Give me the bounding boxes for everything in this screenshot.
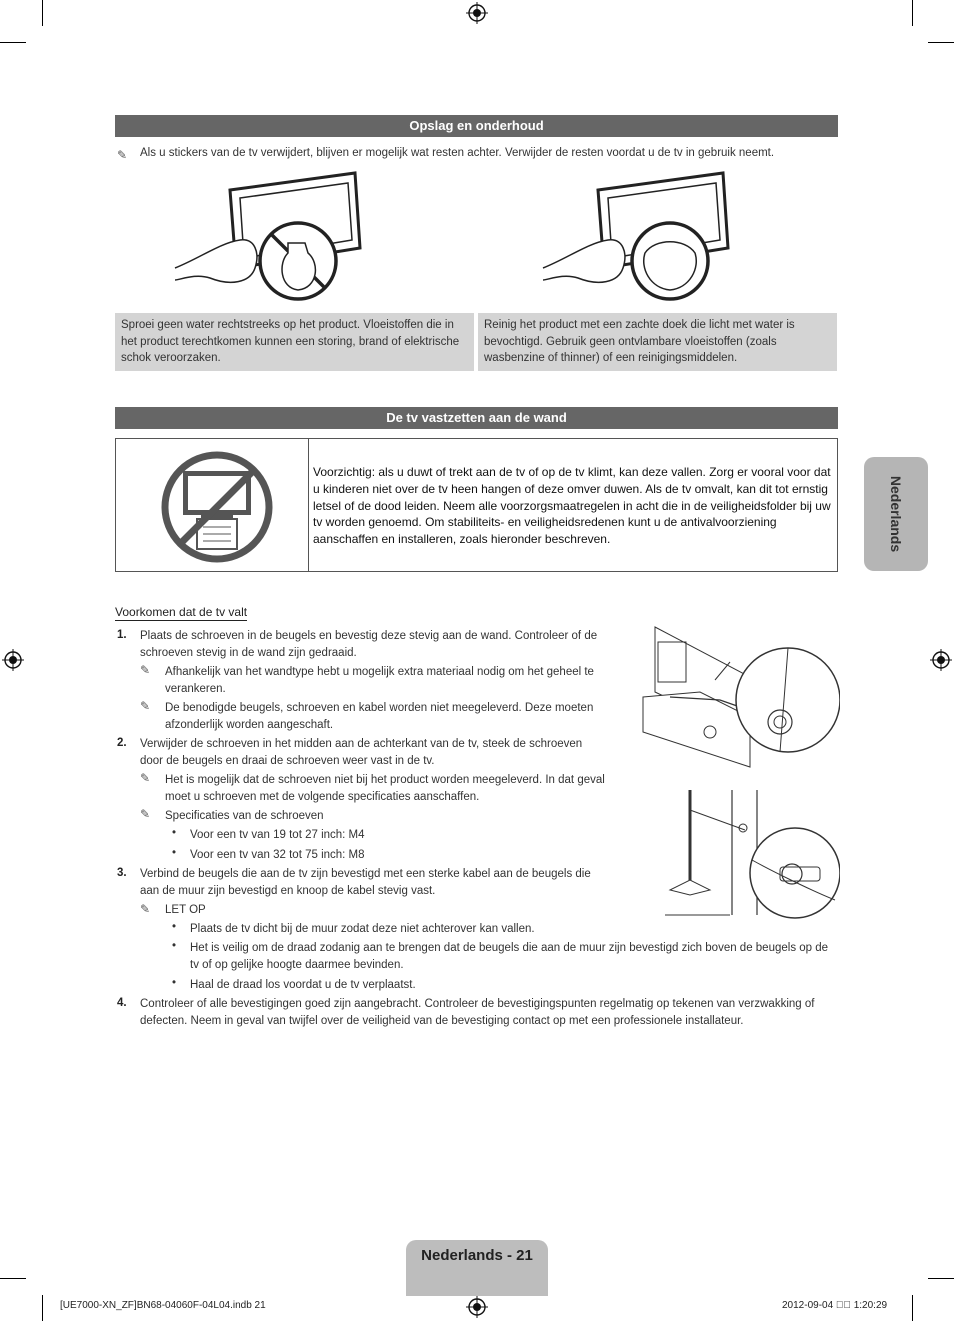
print-info-left: [UE7000-XN_ZF]BN68-04060F-04L04.indb 21: [60, 1300, 266, 1311]
crop-mark: [912, 0, 913, 26]
step-note-title: LET OP: [165, 904, 206, 916]
caution-box: [115, 438, 838, 572]
caption-cloth-cleaning: Reinig het product met een zachte doek die licht met water is bevochtigd. Gebruik geen ontvlambare vloeistoffen (zoals wasbenzine of thinner) of een reinigingsmiddelen.: [478, 313, 837, 371]
footer-page-tab: [406, 1240, 548, 1296]
step-note: Specificaties van de schroeven: [165, 810, 324, 822]
registration-mark-icon: [466, 1296, 488, 1318]
bullet-icon: •: [172, 827, 177, 839]
print-info-right: 2012-09-04    1:20:29: [782, 1300, 888, 1311]
cable-wall-diagram: [660, 785, 840, 920]
caution-text: Voorzichtig: als u duwt of trekt aan de tv of op de tv klimt, kan deze vallen. Zorg er vooral voor dat u kinderen niet over de tv heen hangen of deze omver duwen. Als de tv omvalt, kan dit tot ernstig letsel of de dood leiden. Neem alle voorzorgsmaatregelen in acht die in de veiligheidsfolder bij uw tv worden genoemd. Om stabiliteits- en veiligheidsredenen kunt u de antivalvoorziening aanschaffen en installeren, zoals hieronder beschreven.: [313, 465, 831, 547]
step-note: Afhankelijk van het wandtype hebt u mogelijk extra materiaal nodig om het geheel te verankeren.: [165, 666, 594, 695]
tv-tip-prohibited-icon: [161, 451, 273, 563]
registration-mark-icon: [930, 649, 952, 671]
note-pencil-icon: ✎: [140, 663, 151, 677]
section-title-wall-mount: De tv vastzetten aan de wand: [115, 407, 838, 429]
caution-divider: [308, 439, 309, 571]
note-pencil-icon: ✎: [140, 699, 151, 713]
subheading-prevent-falling: Voorkomen dat de tv valt: [115, 605, 248, 619]
bullet-item: Voor een tv van 19 tot 27 inch: M4: [190, 829, 365, 841]
registration-mark-icon: [466, 2, 488, 24]
note-pencil-icon: ✎: [117, 148, 128, 162]
registration-mark-icon: [2, 649, 24, 671]
note-pencil-icon: ✎: [140, 902, 151, 916]
step-note: De benodigde beugels, schroeven en kabel worden niet meegeleverd. Deze moeten afzonderlijk worden aangeschaft.: [165, 702, 594, 731]
section-title-storage: Opslag en onderhoud: [115, 115, 838, 137]
crop-mark: [0, 42, 26, 43]
caption-spray-warning: Sproei geen water rechtstreeks op het product. Vloeistoffen die in het product terechtkomen kunnen een storing, brand of elektrische schok veroorzaken.: [115, 313, 474, 371]
note-pencil-icon: ✎: [140, 807, 151, 821]
step-text: Verbind de beugels die aan de tv zijn bevestigd met een sterke kabel aan de beugels die aan de muur zijn bevestigd en knoop de kabel stevig vast.: [140, 868, 591, 897]
step-note: Het is mogelijk dat de schroeven niet bij het product worden meegeleverd. In dat geval moet u schroeven met de volgende specificaties aanschaffen.: [165, 774, 605, 803]
language-side-tab: [864, 457, 928, 571]
language-side-tab-label: Nederlands: [888, 475, 904, 553]
step-number: 3.: [117, 867, 127, 879]
step-text: Verwijder de schroeven in het midden aan de achterkant van de tv, steek de schroeven door de beugels en draai de schroeven weer vast in de tv.: [140, 738, 583, 767]
bullet-item: Voor een tv van 32 tot 75 inch: M8: [190, 849, 365, 861]
bullet-item: Het is veilig om de draad zodanig aan te brengen dat de beugels die aan de muur zijn bevestigd zich boven de beugels op de tv of op gelijke hoogte daarmee bevinden.: [190, 942, 829, 971]
step-number: 1.: [117, 629, 127, 641]
step-text: Controleer of alle bevestigingen goed zijn aangebracht. Controleer de bevestigingspunten regelmatig op tekenen van verzwakking of defecten. Neem in geval van twijfel over de veiligheid van de bevestiging contact op met een professionele installateur.: [140, 998, 815, 1027]
crop-mark: [912, 1295, 913, 1321]
bullet-icon: •: [172, 847, 177, 859]
bullet-icon: •: [172, 921, 177, 933]
note-pencil-icon: ✎: [140, 771, 151, 785]
crop-mark: [928, 1278, 954, 1279]
bullet-item: Plaats de tv dicht bij de muur zodat deze niet achterover kan vallen.: [190, 923, 535, 935]
crop-mark: [42, 0, 43, 26]
crop-mark: [0, 1278, 26, 1279]
spray-prohibited-illustration: [170, 168, 370, 303]
bullet-icon: •: [172, 940, 177, 952]
sticker-note: Als u stickers van de tv verwijdert, blijven er mogelijk wat resten achter. Verwijder de resten voordat u de tv in gebruik neemt.: [140, 147, 775, 159]
step-text: Plaats de schroeven in de beugels en bevestig deze stevig aan de wand. Controleer of de schroeven stevig in de wand zijn gedraaid.: [140, 630, 598, 659]
page-number-label: Nederlands - 21: [421, 1247, 533, 1264]
bullet-icon: •: [172, 977, 177, 989]
bracket-tv-back-diagram: [640, 622, 840, 772]
crop-mark: [928, 42, 954, 43]
crop-mark: [42, 1295, 43, 1321]
step-number: 4.: [117, 997, 127, 1009]
cloth-cleaning-illustration: [540, 168, 740, 303]
bullet-item: Haal de draad los voordat u de tv verplaatst.: [190, 979, 416, 991]
step-number: 2.: [117, 737, 127, 749]
